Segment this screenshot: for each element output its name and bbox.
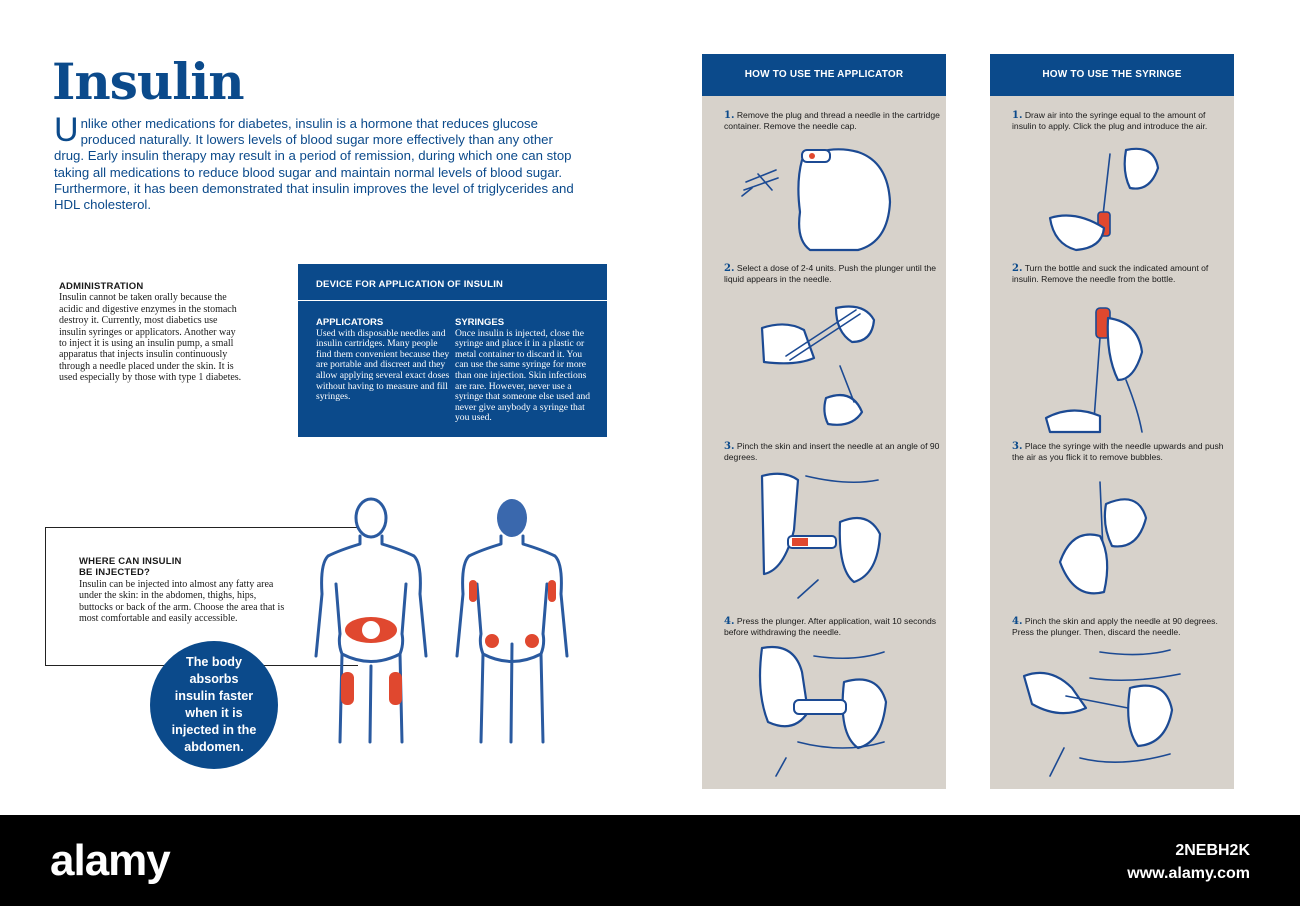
applicator-step-2	[724, 263, 942, 285]
administration-text: Insulin cannot be taken orally because the acidic and digestive enzymes in the stomach destroy it. Currently, most diabetics use insulin syringes or applicators. Another way to inject it is using an insulin pump, a small apparatus that injects insulin continuously through a needle placed under the skin. It is used especially by those with type 1 diabetes.	[59, 292, 242, 384]
applicators-text: Used with disposable needles and insulin cartridges. Many people find them convenient because they are portable and discreet and they allow applying several exact doses without having to measure and fill syringes.	[316, 327, 450, 403]
step-text: Draw air into the syringe equal to the amount of insulin to apply. Click the plug and introduce the air.	[1012, 110, 1208, 131]
administration-section	[59, 281, 244, 384]
applicator-step-3	[724, 441, 942, 463]
applicator-panel	[702, 54, 946, 789]
applicators-heading: APPLICATORS	[316, 317, 384, 328]
device-heading: DEVICE FOR APPLICATION OF INSULIN	[298, 264, 607, 301]
applicator-step-1	[724, 110, 942, 132]
syringe-step-3	[1012, 441, 1230, 463]
step-text: Remove the plug and thread a needle in the cartridge container. Remove the needle cap.	[724, 110, 940, 131]
applicator-illustration-2	[756, 302, 886, 432]
where-section	[79, 556, 287, 624]
footer-bar	[0, 815, 1300, 906]
syringe-panel	[990, 54, 1234, 789]
syringe-illustration-3	[1052, 478, 1172, 608]
applicator-illustration-3	[758, 470, 888, 600]
syringes-heading: SYRINGES	[455, 317, 505, 328]
abdomen-callout-bubble	[150, 641, 278, 769]
site-url: www.alamy.com	[1127, 865, 1250, 882]
step-number: 2.	[1012, 263, 1023, 274]
step-text: Select a dose of 2-4 units. Push the plunger until the liquid appears in the needle.	[724, 263, 937, 284]
step-text: Place the syringe with the needle upwards and push the air as you flick it to remove bubbles.	[1012, 441, 1224, 462]
step-text: Pinch the skin and apply the needle at 90 degrees. Press the plunger. Then, discard the needle.	[1012, 616, 1218, 637]
syringe-step-4	[1012, 616, 1230, 638]
applicator-illustration-1	[738, 142, 908, 254]
where-text: Insulin can be injected into almost any fatty area under the skin: in the abdomen, thighs, hips, buttocks or back of the arm. Choose the area that is most comfortable and easily accessible.	[79, 578, 285, 625]
syringe-step-2	[1012, 263, 1230, 285]
step-text: Turn the bottle and suck the indicated amount of insulin. Remove the needle from the bottle.	[1012, 263, 1209, 284]
image-id: 2NEBH2K	[1175, 842, 1250, 859]
step-number: 4.	[724, 616, 735, 627]
step-number: 4.	[1012, 616, 1023, 627]
step-text: Pinch the skin and insert the needle at an angle of 90 degrees.	[724, 441, 940, 462]
alamy-logo: alamy	[50, 836, 170, 885]
applicator-panel-heading: HOW TO USE THE APPLICATOR	[702, 54, 946, 96]
where-heading-line1: WHERE CAN INSULIN	[79, 556, 182, 567]
step-number: 2.	[724, 263, 735, 274]
step-number: 1.	[1012, 110, 1023, 121]
intro-dropcap: U	[54, 111, 79, 149]
intro-text: nlike other medications for diabetes, insulin is a hormone that reduces glucose produced naturally. It lowers levels of blood sugar more effectively than any other drug. Early insulin therapy may result in a period of remission, during which one can stop taking all medications to reduce blood sugar and maintain normal levels of blood sugar. Furthermore, it has been demonstrated that insulin improves the level of triglycerides and HDL cholesterol.	[54, 116, 574, 213]
syringe-illustration-2	[1042, 300, 1162, 436]
body-figures-illustration	[300, 494, 590, 748]
device-box	[298, 264, 607, 437]
page-title: Insulin	[52, 52, 244, 111]
syringe-panel-heading: HOW TO USE THE SYRINGE	[990, 54, 1234, 96]
syringes-column	[455, 318, 593, 424]
applicator-step-4	[724, 616, 942, 638]
administration-heading: ADMINISTRATION	[59, 281, 144, 292]
syringe-illustration-1	[1046, 144, 1166, 260]
back-body-figure	[457, 499, 567, 742]
syringe-illustration-4	[1020, 648, 1190, 778]
step-number: 1.	[724, 110, 735, 121]
syringes-text: Once insulin is injected, close the syringe and place it in a plastic or metal container to discard it. You can use the same syringe for more than one injection. Skin infections are rare. However, never use a syringe that someone else used and never give anybody a syringe that you used.	[455, 327, 591, 424]
step-number: 3.	[1012, 441, 1023, 452]
syringe-step-1	[1012, 110, 1230, 132]
image-id-block	[1127, 839, 1250, 885]
where-heading-line2: BE INJECTED?	[79, 567, 151, 579]
abdomen-callout-text: The body absorbs insulin faster when it is injected in the abdomen.	[171, 655, 257, 754]
applicator-illustration-4	[754, 642, 894, 778]
front-body-figure	[316, 499, 426, 742]
step-text: Press the plunger. After application, wait 10 seconds before withdrawing the needle.	[724, 616, 937, 637]
applicators-column	[316, 318, 454, 403]
step-number: 3.	[724, 441, 735, 452]
intro-paragraph	[54, 111, 574, 213]
